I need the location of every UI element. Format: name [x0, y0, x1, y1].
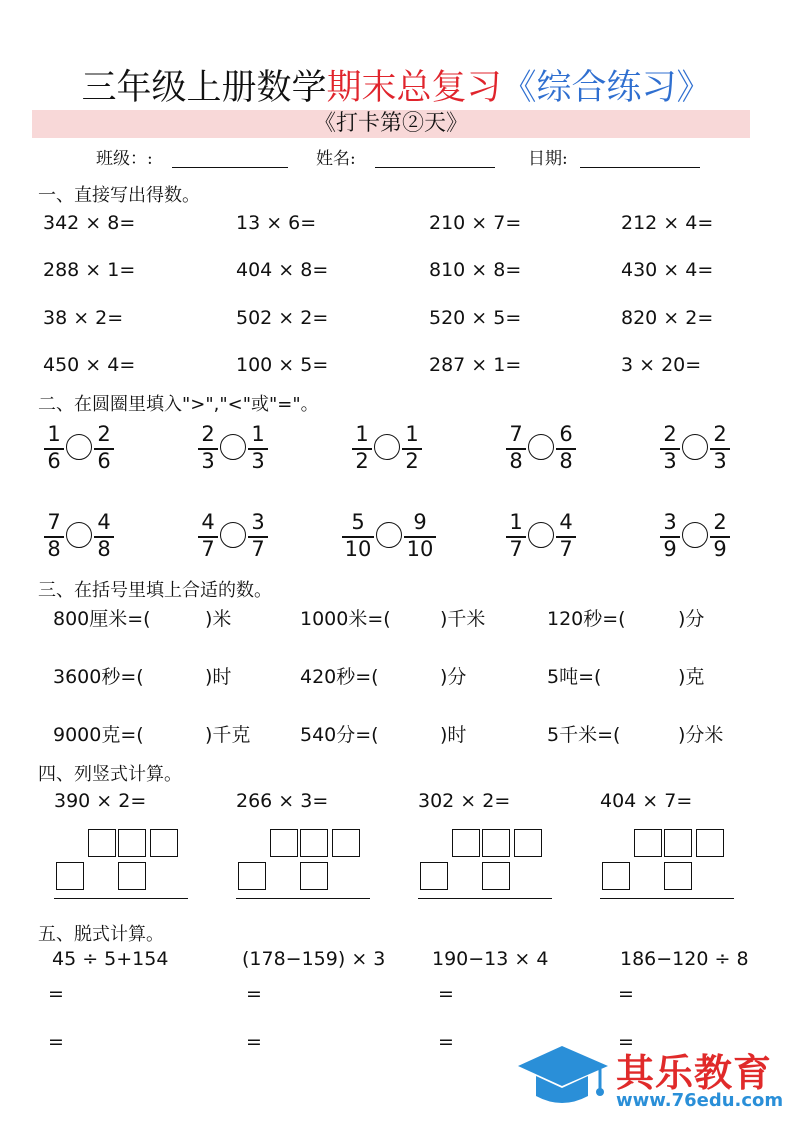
- denominator: 7: [201, 537, 215, 561]
- conversion-unit: )分: [678, 608, 705, 630]
- denominator: 10: [406, 537, 434, 561]
- expression: 190−13 × 4: [432, 948, 549, 970]
- digit-box[interactable]: [56, 862, 84, 890]
- logo-url: www.76edu.com: [616, 1090, 784, 1111]
- equals-sign: =: [246, 983, 262, 1005]
- calc-problem: 3 × 20=: [621, 354, 702, 376]
- numerator: 5: [351, 510, 365, 534]
- conversion-unit: )米: [205, 608, 232, 630]
- fraction-right: [248, 512, 268, 561]
- denominator: 3: [201, 449, 215, 473]
- conversion-unit: )克: [678, 666, 705, 688]
- answer-blank[interactable]: [395, 604, 437, 628]
- compare-circle[interactable]: [528, 434, 554, 460]
- compare-circle[interactable]: [528, 522, 554, 548]
- conversion-question: 420秒=(: [300, 666, 379, 688]
- denominator: 7: [251, 537, 265, 561]
- numerator: 1: [355, 422, 369, 446]
- denominator: 3: [251, 449, 265, 473]
- digit-box[interactable]: [664, 862, 692, 890]
- conversion-question: 9000克=(: [53, 724, 144, 746]
- digit-box[interactable]: [118, 829, 146, 857]
- calc-problem: 210 × 7=: [429, 212, 522, 234]
- fraction-right: [94, 512, 114, 561]
- numerator: 2: [201, 422, 215, 446]
- digit-box[interactable]: [150, 829, 178, 857]
- denominator: 2: [405, 449, 419, 473]
- digit-box[interactable]: [452, 829, 480, 857]
- fraction-left: [342, 512, 374, 561]
- title-practice: 《综合练习》: [501, 68, 712, 108]
- digit-box[interactable]: [482, 862, 510, 890]
- answer-line: [54, 898, 188, 899]
- digit-box[interactable]: [482, 829, 510, 857]
- calc-problem: 287 × 1=: [429, 354, 522, 376]
- answer-blank[interactable]: [642, 604, 675, 628]
- compare-circle[interactable]: [220, 434, 246, 460]
- equals-sign: =: [246, 1031, 262, 1053]
- digit-box[interactable]: [300, 829, 328, 857]
- calc-problem: 288 × 1=: [43, 259, 136, 281]
- equals-sign: =: [618, 983, 634, 1005]
- fraction-left: [198, 512, 218, 561]
- conversion-question: 540分=(: [300, 724, 379, 746]
- fraction-left: [660, 424, 680, 473]
- logo-name: 其乐教育: [616, 1051, 773, 1095]
- denominator: 7: [509, 537, 523, 561]
- numerator: 2: [97, 422, 111, 446]
- numerator: 1: [251, 422, 265, 446]
- digit-box[interactable]: [270, 829, 298, 857]
- digit-box[interactable]: [696, 829, 724, 857]
- section2-heading: 二、在圆圈里填入">","<"或"="。: [38, 394, 319, 415]
- digit-box[interactable]: [238, 862, 266, 890]
- answer-line: [236, 898, 370, 899]
- digit-box[interactable]: [664, 829, 692, 857]
- answer-blank[interactable]: [642, 662, 675, 686]
- compare-circle[interactable]: [66, 434, 92, 460]
- subtitle: 《打卡第②天》: [313, 111, 468, 136]
- answer-line: [600, 898, 734, 899]
- numerator: 1: [509, 510, 523, 534]
- conversion-unit: )千米: [440, 608, 486, 630]
- denominator: 3: [713, 449, 727, 473]
- answer-blank[interactable]: [395, 720, 437, 744]
- numerator: 9: [413, 510, 427, 534]
- fraction-right: [248, 424, 268, 473]
- answer-line: [418, 898, 552, 899]
- numerator: 1: [405, 422, 419, 446]
- calc-problem: 13 × 6=: [236, 212, 317, 234]
- conversion-question: 120秒=(: [547, 608, 626, 630]
- denominator: 7: [559, 537, 573, 561]
- name-blank[interactable]: [375, 167, 495, 168]
- calc-problem: 450 × 4=: [43, 354, 136, 376]
- digit-box[interactable]: [300, 862, 328, 890]
- answer-blank[interactable]: [395, 662, 437, 686]
- conversion-unit: )分米: [678, 724, 724, 746]
- expression: (178−159) × 3: [242, 948, 386, 970]
- denominator: 9: [713, 537, 727, 561]
- calc-problem: 820 × 2=: [621, 307, 714, 329]
- fraction-right: [556, 512, 576, 561]
- calc-problem: 38 × 2=: [43, 307, 124, 329]
- numerator: 2: [713, 422, 727, 446]
- calc-problem: 212 × 4=: [621, 212, 714, 234]
- conversion-question: 5吨=(: [547, 666, 602, 688]
- numerator: 1: [47, 422, 61, 446]
- calc-problem: 404 × 8=: [236, 259, 329, 281]
- denominator: 6: [97, 449, 111, 473]
- equals-sign: =: [438, 1031, 454, 1053]
- numerator: 2: [713, 510, 727, 534]
- date-blank[interactable]: [580, 167, 700, 168]
- conversion-question: 5千米=(: [547, 724, 621, 746]
- fraction-right: [710, 424, 730, 473]
- calc-problem: 430 × 4=: [621, 259, 714, 281]
- conversion-unit: )千克: [205, 724, 251, 746]
- fraction-left: [506, 424, 526, 473]
- denominator: 8: [47, 537, 61, 561]
- section5-heading: 五、脱式计算。: [38, 924, 164, 945]
- digit-box[interactable]: [88, 829, 116, 857]
- answer-blank[interactable]: [148, 720, 202, 744]
- section1-heading: 一、直接写出得数。: [38, 185, 200, 206]
- section4-heading: 四、列竖式计算。: [38, 764, 182, 785]
- conversion-unit: )时: [205, 666, 232, 688]
- expression: 186−120 ÷ 8: [620, 948, 749, 970]
- calc-problem: 342 × 8=: [43, 212, 136, 234]
- fraction-left: [44, 424, 64, 473]
- numerator: 2: [663, 422, 677, 446]
- equals-sign: =: [618, 1031, 634, 1053]
- fraction-left: [198, 424, 218, 473]
- conversion-unit: )分: [440, 666, 467, 688]
- numerator: 7: [509, 422, 523, 446]
- class-label: 班级：:: [96, 149, 153, 169]
- denominator: 8: [509, 449, 523, 473]
- denominator: 8: [97, 537, 111, 561]
- fraction-right: [404, 512, 436, 561]
- numerator: 3: [663, 510, 677, 534]
- vertical-problem: 390 × 2=: [54, 790, 147, 812]
- answer-blank[interactable]: [642, 720, 675, 744]
- compare-circle[interactable]: [682, 434, 708, 460]
- denominator: 3: [663, 449, 677, 473]
- numerator: 4: [559, 510, 573, 534]
- vertical-problem: 266 × 3=: [236, 790, 329, 812]
- denominator: 2: [355, 449, 369, 473]
- equals-sign: =: [48, 983, 64, 1005]
- compare-circle[interactable]: [376, 522, 402, 548]
- calc-problem: 502 × 2=: [236, 307, 329, 329]
- equals-sign: =: [48, 1031, 64, 1053]
- equals-sign: =: [438, 983, 454, 1005]
- conversion-question: 800厘米=(: [53, 608, 151, 630]
- date-label: 日期:: [528, 149, 568, 169]
- compare-circle[interactable]: [374, 434, 400, 460]
- worksheet-title: [0, 64, 793, 112]
- fraction-right: [556, 424, 576, 473]
- digit-box[interactable]: [514, 829, 542, 857]
- graduation-cap-icon: [510, 1040, 614, 1116]
- digit-box[interactable]: [602, 862, 630, 890]
- digit-box[interactable]: [420, 862, 448, 890]
- expression: 45 ÷ 5+154: [52, 948, 169, 970]
- calc-problem: 520 × 5=: [429, 307, 522, 329]
- title-review: 期末总复习: [326, 68, 502, 108]
- title-grade: 三年级上册数学: [81, 68, 327, 108]
- class-blank[interactable]: [172, 167, 288, 168]
- numerator: 6: [559, 422, 573, 446]
- fraction-left: [352, 424, 372, 473]
- name-label: 姓名:: [316, 149, 356, 169]
- answer-blank[interactable]: [148, 662, 202, 686]
- fraction-right: [710, 512, 730, 561]
- digit-box[interactable]: [332, 829, 360, 857]
- digit-box[interactable]: [118, 862, 146, 890]
- digit-box[interactable]: [634, 829, 662, 857]
- vertical-problem: 302 × 2=: [418, 790, 511, 812]
- compare-circle[interactable]: [682, 522, 708, 548]
- vertical-problem: 404 × 7=: [600, 790, 693, 812]
- numerator: 7: [47, 510, 61, 534]
- conversion-question: 3600秒=(: [53, 666, 144, 688]
- fraction-left: [506, 512, 526, 561]
- compare-circle[interactable]: [66, 522, 92, 548]
- numerator: 3: [251, 510, 265, 534]
- fraction-right: [402, 424, 422, 473]
- conversion-question: 1000米=(: [300, 608, 391, 630]
- fraction-right: [94, 424, 114, 473]
- section3-heading: 三、在括号里填上合适的数。: [38, 580, 272, 601]
- denominator: 6: [47, 449, 61, 473]
- fraction-left: [660, 512, 680, 561]
- calc-problem: 810 × 8=: [429, 259, 522, 281]
- answer-blank[interactable]: [148, 604, 202, 628]
- denominator: 10: [344, 537, 372, 561]
- conversion-unit: )时: [440, 724, 467, 746]
- numerator: 4: [97, 510, 111, 534]
- numerator: 4: [201, 510, 215, 534]
- calc-problem: 100 × 5=: [236, 354, 329, 376]
- fraction-left: [44, 512, 64, 561]
- compare-circle[interactable]: [220, 522, 246, 548]
- denominator: 9: [663, 537, 677, 561]
- denominator: 8: [559, 449, 573, 473]
